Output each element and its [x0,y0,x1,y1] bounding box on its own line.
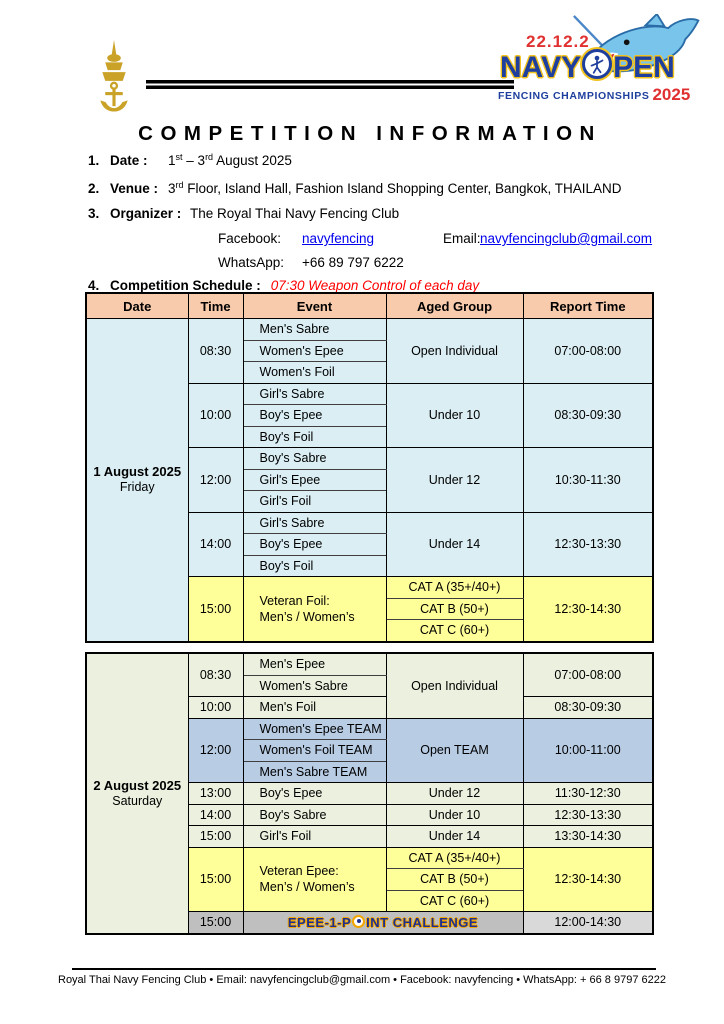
aged-group-cell: Under 14 [386,826,523,848]
event-cell: Girl's Foil [243,826,386,848]
date-cell: 2 August 2025 Saturday [86,653,188,934]
time-cell: 10:00 [188,383,243,448]
fencer-emblem-icon [582,49,612,79]
event-cell: Men's Sabre [243,319,386,341]
aged-group-cell: Under 12 [386,783,523,805]
venue-value: 3rd Floor, Island Hall, Fashion Island Shopping Center, Bangkok, THAILAND [168,180,622,196]
report-time-cell: 10:30-11:30 [523,448,653,513]
report-time-cell: 12:30-14:30 [523,577,653,642]
date-label: Date : [110,153,148,168]
report-time-cell: 11:30-12:30 [523,783,653,805]
aged-group-cell: Open Individual [386,319,523,384]
time-cell: 15:00 [188,912,243,934]
challenge-cell [243,912,523,934]
navyopen-logo [488,14,714,116]
time-cell: 15:00 [188,577,243,642]
report-time-cell: 13:30-14:30 [523,826,653,848]
time-cell: 08:30 [188,653,243,697]
contact-row-1 [88,231,708,249]
challenge-title: EPEE-1-P INT CHALLENGE [287,914,479,930]
event-cell: Men's Epee [243,653,386,675]
col-header-event: Event [243,293,386,319]
event-cell: Boy's Foil [243,555,386,577]
navy-emblem-icon [92,40,136,112]
logo-wordmark: NAVY PEN [500,51,675,84]
col-header-report-time: Report Time [523,293,653,319]
event-cell: Women's Epee [243,340,386,362]
aged-group-cell: Under 12 [386,448,523,513]
aged-group-cell: Under 14 [386,512,523,577]
report-time-cell: 07:00-08:00 [523,653,653,697]
page-header [0,0,724,118]
time-cell: 12:00 [188,448,243,513]
whatsapp-value: +66 89 797 6222 [302,255,404,270]
date-cell: 1 August 2025 Friday [86,319,188,642]
event-cell: Women's Foil TEAM [243,740,386,762]
event-cell: Men's Sabre TEAM [243,761,386,783]
aged-group-cell: Under 10 [386,804,523,826]
aged-group-cell: CAT B (50+) [386,869,523,891]
event-cell: Girl's Foil [243,491,386,513]
venue-label: Venue : [110,181,159,196]
clock-icon [352,915,365,928]
logo-subtitle: FENCING CHAMPIONSHIPS 2025 [498,85,691,104]
weapon-control-note: 07:30 Weapon Control of each day [270,278,480,293]
organizer-label: Organizer : [110,206,182,221]
event-cell: Girl's Sabre [243,512,386,534]
email-label: Email: [443,231,481,246]
report-time-cell: 12:30-13:30 [523,804,653,826]
aged-group-cell: Open Individual [386,653,523,718]
footer-rule [72,968,656,970]
info-row-date: 1. Date : 1st – 3rd August 2025 [88,152,292,168]
aged-group-cell: CAT C (60+) [386,890,523,912]
event-cell: Boy's Epee [243,783,386,805]
event-cell: Men's Foil [243,697,386,719]
report-time-cell: 08:30-09:30 [523,697,653,719]
table-header-row [86,293,653,319]
report-time-cell: 12:00-14:30 [523,912,653,934]
whatsapp-label: WhatsApp: [218,255,285,270]
event-cell: Women's Sabre [243,675,386,697]
contact-row-2 [88,255,708,273]
aged-group-cell: CAT B (50+) [386,598,523,620]
report-time-cell: 08:30-09:30 [523,383,653,448]
time-cell: 15:00 [188,847,243,912]
table-row [86,319,653,341]
info-row-schedule: 4. Competition Schedule : 07:30 Weapon Control of each day [88,278,480,293]
time-cell: 15:00 [188,826,243,848]
event-cell: Veteran Epee: Men’s / Women’s [243,847,386,912]
email-link[interactable]: navyfencingclub@gmail.com [480,231,653,246]
time-cell: 14:00 [188,804,243,826]
aged-group-cell: CAT C (60+) [386,620,523,642]
info-row-venue: 2. Venue : 3rd Floor, Island Hall, Fashion Island Shopping Center, Bangkok, THAILAND [88,180,622,196]
date-value: 1st – 3rd August 2025 [168,152,292,168]
report-time-cell: 12:30-14:30 [523,847,653,912]
facebook-label: Facebook: [218,231,282,246]
header-double-rule [146,80,514,89]
event-cell: Girl's Sabre [243,383,386,405]
facebook-link[interactable]: navyfencing [302,231,375,246]
col-header-date: Date [86,293,188,319]
time-cell: 12:00 [188,718,243,783]
table-row [86,653,653,675]
event-cell: Boy's Epee [243,534,386,556]
info-row-organizer: 3. Organizer : The Royal Thai Navy Fencing Club [88,206,400,221]
event-cell: Girl's Epee [243,469,386,491]
event-cell: Veteran Foil: Men’s / Women’s [243,577,386,642]
event-cell: Women's Foil [243,362,386,384]
schedule-table-day1 [85,292,654,643]
schedule-label: Competition Schedule : [110,278,261,293]
aged-group-cell: Under 10 [386,383,523,448]
aged-group-cell: CAT A (35+/40+) [386,847,523,869]
event-cell: Boy's Sabre [243,448,386,470]
report-time-cell: 12:30-13:30 [523,512,653,577]
report-time-cell: 10:00-11:00 [523,718,653,783]
col-header-aged-group: Aged Group [386,293,523,319]
col-header-time: Time [188,293,243,319]
event-cell: Boy's Epee [243,405,386,427]
aged-group-cell: Open TEAM [386,718,523,783]
time-cell: 08:30 [188,319,243,384]
time-cell: 14:00 [188,512,243,577]
aged-group-cell: CAT A (35+/40+) [386,577,523,599]
logo-date-code: 22.12.2 [526,32,590,51]
page-title: COMPETITION INFORMATION [138,122,602,145]
event-cell: Boy's Foil [243,426,386,448]
organizer-value: The Royal Thai Navy Fencing Club [190,206,400,221]
event-cell: Women's Epee TEAM [243,718,386,740]
report-time-cell: 07:00-08:00 [523,319,653,384]
event-cell: Boy's Sabre [243,804,386,826]
time-cell: 13:00 [188,783,243,805]
schedule-table-day2 [85,652,654,935]
footer-contact-text: Royal Thai Navy Fencing Club • Email: navyfencingclub@gmail.com • Facebook: navyfencing • WhatsApp: + 66 8 9797 6222 [58,974,666,986]
time-cell: 10:00 [188,697,243,719]
